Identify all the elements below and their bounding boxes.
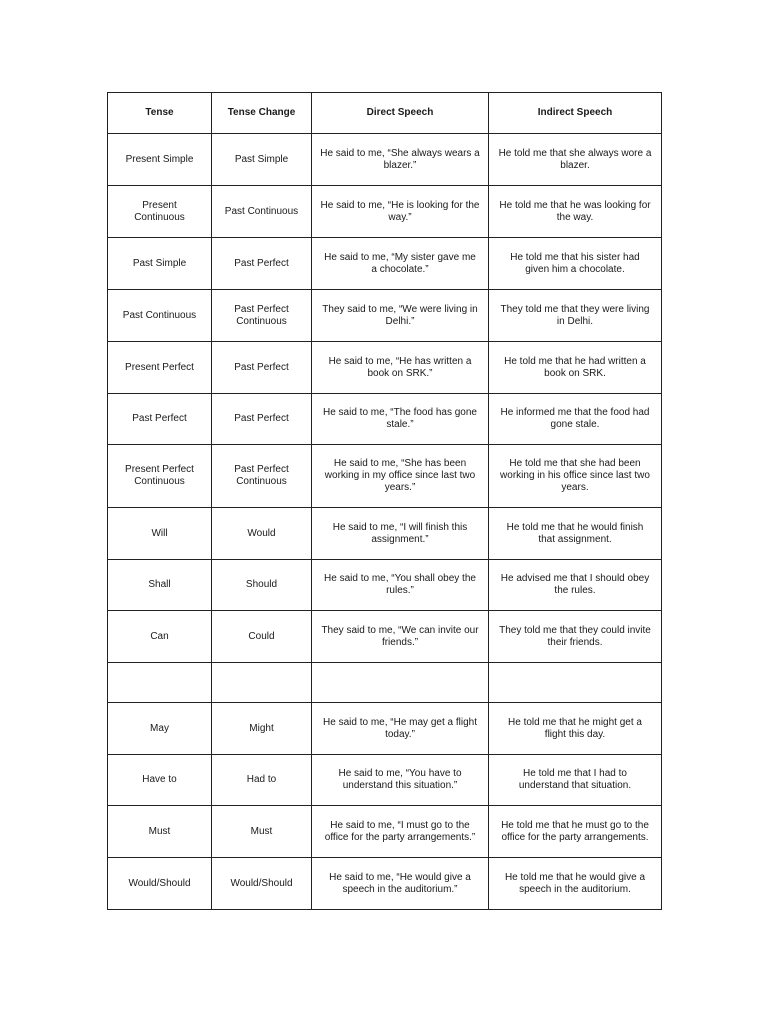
cell-indirect-speech: He told me that she always wore a blazer. <box>489 134 662 186</box>
cell-indirect-speech: He advised me that I should obey the rules. <box>489 560 662 611</box>
cell-direct-speech: He said to me, “You have to understand this situation.” <box>312 755 489 806</box>
table-row <box>108 342 662 394</box>
table-row <box>108 186 662 238</box>
cell-indirect-speech: He told me that he would give a speech in the auditorium. <box>489 858 662 910</box>
table-row <box>108 394 662 445</box>
table-row <box>108 755 662 806</box>
cell-indirect-speech: He told me that he was looking for the way. <box>489 186 662 238</box>
cell-indirect-speech: He told me that he might get a flight this day. <box>489 703 662 755</box>
table-header-row <box>108 93 662 134</box>
header-tense-change: Tense Change <box>212 93 312 134</box>
cell-tense: Past Perfect <box>108 394 212 445</box>
table-row <box>108 663 662 703</box>
cell-tense: May <box>108 703 212 755</box>
cell-tense: Present Perfect Continuous <box>108 445 212 508</box>
cell-tense-change <box>212 663 312 703</box>
cell-tense: Shall <box>108 560 212 611</box>
cell-tense-change: Past Perfect Continuous <box>212 290 312 342</box>
table-row <box>108 806 662 858</box>
header-indirect-speech: Indirect Speech <box>489 93 662 134</box>
cell-tense: Can <box>108 611 212 663</box>
cell-direct-speech: They said to me, “We were living in Delhi.” <box>312 290 489 342</box>
cell-tense: Past Continuous <box>108 290 212 342</box>
cell-direct-speech: He said to me, “I will finish this assignment.” <box>312 508 489 560</box>
cell-indirect-speech <box>489 663 662 703</box>
cell-tense: Must <box>108 806 212 858</box>
header-tense: Tense <box>108 93 212 134</box>
table-row <box>108 238 662 290</box>
cell-tense-change: Could <box>212 611 312 663</box>
cell-direct-speech: He said to me, “You shall obey the rules.” <box>312 560 489 611</box>
table-row <box>108 290 662 342</box>
cell-tense: Present Continuous <box>108 186 212 238</box>
cell-direct-speech: He said to me, “She has been working in my office since last two years.” <box>312 445 489 508</box>
cell-tense-change: Past Simple <box>212 134 312 186</box>
cell-tense: Present Perfect <box>108 342 212 394</box>
table-row <box>108 703 662 755</box>
cell-direct-speech: He said to me, “He may get a flight today.” <box>312 703 489 755</box>
cell-direct-speech: He said to me, “He has written a book on SRK.” <box>312 342 489 394</box>
cell-indirect-speech: He told me that he had written a book on SRK. <box>489 342 662 394</box>
table-row <box>108 445 662 508</box>
tense-change-table <box>107 92 662 910</box>
cell-tense-change: Might <box>212 703 312 755</box>
cell-tense: Present Simple <box>108 134 212 186</box>
cell-direct-speech: He said to me, “My sister gave me a chocolate.” <box>312 238 489 290</box>
table-row <box>108 560 662 611</box>
cell-tense-change: Would <box>212 508 312 560</box>
cell-direct-speech: He said to me, “He is looking for the way.” <box>312 186 489 238</box>
cell-indirect-speech: He told me that I had to understand that situation. <box>489 755 662 806</box>
cell-tense-change: Past Perfect Continuous <box>212 445 312 508</box>
cell-tense <box>108 663 212 703</box>
cell-tense: Would/Should <box>108 858 212 910</box>
cell-tense-change: Past Continuous <box>212 186 312 238</box>
cell-direct-speech: He said to me, “He would give a speech in the auditorium.” <box>312 858 489 910</box>
table-row <box>108 858 662 910</box>
cell-indirect-speech: They told me that they were living in Delhi. <box>489 290 662 342</box>
cell-tense-change: Must <box>212 806 312 858</box>
cell-indirect-speech: They told me that they could invite their friends. <box>489 611 662 663</box>
cell-indirect-speech: He told me that he would finish that assignment. <box>489 508 662 560</box>
table-body <box>108 134 662 910</box>
cell-tense: Will <box>108 508 212 560</box>
cell-tense: Have to <box>108 755 212 806</box>
cell-direct-speech <box>312 663 489 703</box>
cell-tense-change: Should <box>212 560 312 611</box>
cell-indirect-speech: He informed me that the food had gone stale. <box>489 394 662 445</box>
cell-tense-change: Would/Should <box>212 858 312 910</box>
cell-indirect-speech: He told me that his sister had given him a chocolate. <box>489 238 662 290</box>
table-row <box>108 508 662 560</box>
header-direct-speech: Direct Speech <box>312 93 489 134</box>
cell-indirect-speech: He told me that she had been working in his office since last two years. <box>489 445 662 508</box>
cell-tense-change: Past Perfect <box>212 394 312 445</box>
cell-direct-speech: He said to me, “The food has gone stale.” <box>312 394 489 445</box>
cell-tense-change: Past Perfect <box>212 238 312 290</box>
cell-tense: Past Simple <box>108 238 212 290</box>
table-row <box>108 134 662 186</box>
cell-indirect-speech: He told me that he must go to the office for the party arrangements. <box>489 806 662 858</box>
tense-change-table-container <box>107 92 661 910</box>
cell-direct-speech: They said to me, “We can invite our friends.” <box>312 611 489 663</box>
cell-direct-speech: He said to me, “She always wears a blazer.” <box>312 134 489 186</box>
cell-tense-change: Past Perfect <box>212 342 312 394</box>
table-row <box>108 611 662 663</box>
cell-tense-change: Had to <box>212 755 312 806</box>
cell-direct-speech: He said to me, “I must go to the office for the party arrangements.” <box>312 806 489 858</box>
